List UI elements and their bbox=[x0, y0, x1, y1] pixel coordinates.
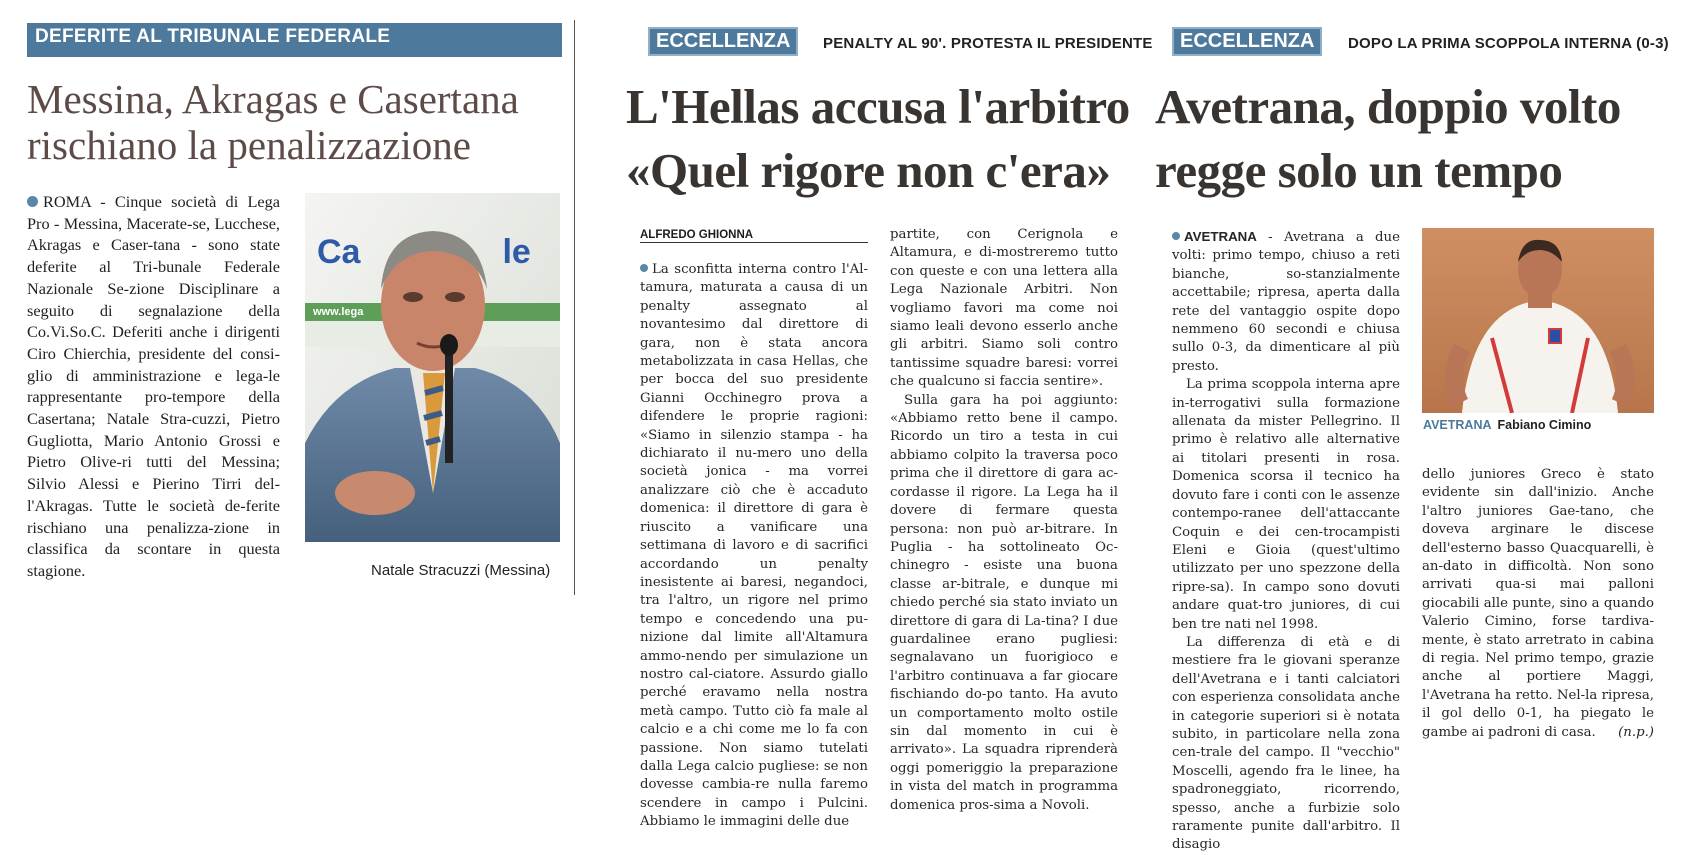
cimino-caption bbox=[1423, 418, 1591, 432]
right-headline bbox=[1155, 75, 1621, 203]
middle-kicker: PENALTY AL 90'. PROTESTA IL PRESIDENTE bbox=[823, 35, 1153, 52]
left-body-text: - Cinque società di Lega Pro - Messina, Macerate-se, Lucchese, Akragas e Caser-tana - sono state deferite al Tri-bunale Federale Nazionale Se-zione Disciplinare a seguito di segnalazione della Co.Vi.So.C. Deferiti anche i dirigenti Ciro Chierchia, presidente del consi-glio di amministrazione e lega-le rappresentante pro-tempore della Casertana; Natale Stra-cuzzi, Pietro Gugliotta, Mario Antonio Grossi e Pietro Olive-ri tutti del Messina; Silvio Alessi e Pierino Tirri del-l'Akragas. Tutte le società de-ferite rischiano una penalizza-zione in classifica da scontare in questa stagione. bbox=[27, 192, 280, 580]
right-column-1-para-1-text: - Avetrana a due volti: primo tempo, chiuso a reti bianche, so-stanzialmente accettabile; ripresa, aperta dalla rete del vantaggio ospite dopo nemmeno 60 secondi e chiusa sullo 0-3, da dimenticare al più presto. bbox=[1172, 230, 1400, 374]
right-kicker: DOPO LA PRIMA SCOPPOLA INTERNA (0-3) bbox=[1348, 35, 1669, 52]
middle-section-tag: ECCELLENZA bbox=[648, 27, 798, 56]
left-headline-line-1: Messina, Akragas e Casertana bbox=[27, 76, 519, 122]
cimino-caption-name: Fabiano Cimino bbox=[1497, 418, 1592, 432]
bullet-dot bbox=[640, 264, 648, 272]
right-column-2-text: dello juniores Greco è stato evidente sin dall'inizio. Anche l'altro juniores Gae-tano, che doveva arginare le discese dell'esterno basso Quacquarelli, è an-dato in difficoltà. Non sono arrivati qua-si mai palloni giocabili alle punte, sino a quando Valerio Cimino, forse tardiva-mente, è stato arretrato in cabina di regia. Nel primo tempo, grazie anche al portiere Maggi, l'Avetrana ha retto. Nel-la ripresa, il gol dello 0-1, ha piegato le gambe ai padroni di casa. bbox=[1422, 467, 1654, 740]
sponsor-sign-text: Ca bbox=[317, 233, 361, 271]
stracuzzi-caption: Natale Stracuzzi (Messina) bbox=[371, 562, 551, 579]
right-dateline: AVETRANA bbox=[1184, 229, 1257, 244]
cimino-photo-illustration bbox=[1422, 228, 1654, 413]
cimino-photo bbox=[1422, 228, 1654, 413]
middle-column-2-para-1: partite, con Cerignola e Altamura, e di-mostreremo tutto con queste e con una lettera alla Lega Nazionale Arbitri. Non vogliamo favori ma come noi siamo leali devono esserlo anche gli arbitri. Siamo soli contro tantissime squadre baresi: vorrei che qualcuno si faccia sentire». bbox=[890, 227, 1118, 390]
left-article-body bbox=[27, 191, 280, 582]
bullet-dot bbox=[27, 196, 38, 207]
right-column-1-para-1 bbox=[1172, 228, 1400, 376]
sponsor-url: www.lega bbox=[313, 306, 364, 318]
left-dateline: ROMA bbox=[43, 192, 91, 211]
left-headline-line-2: rischiano la penalizzazione bbox=[27, 122, 471, 168]
right-column-1 bbox=[1172, 228, 1400, 855]
kicker-text: DEFERITE AL TRIBUNALE FEDERALE bbox=[35, 26, 391, 47]
right-section-tag: ECCELLENZA bbox=[1172, 27, 1322, 56]
author-signature: (n.p.) bbox=[1618, 724, 1654, 740]
cimino-caption-label: AVETRANA bbox=[1423, 418, 1492, 432]
byline: ALFREDO GHIONNA bbox=[640, 229, 868, 243]
middle-column-2 bbox=[890, 226, 1118, 815]
right-column-1-para-3: La differenza di età e di mestiere fra le giovani speranze dell'Avetrana e i tanti calciatori con esperienza consolidata anche in categorie superiori si è notata subito, in particolare nella zona cen-trale del campo. Il "vecchio" Moscelli, agendo fra le linee, ha spadroneggiato, ricorrendo, spesso, anche a furbizie solo raramente punite dall'arbitro. Il disagio bbox=[1172, 634, 1400, 853]
middle-headline bbox=[626, 75, 1130, 203]
column-divider bbox=[574, 20, 575, 595]
bullet-dot bbox=[1172, 232, 1180, 240]
middle-column-1-text: La sconfitta interna contro l'Al-tamura, maturata a causa di un penalty assegnato al novantesimo dal direttore di gara, non è stata ancora metabolizzata in casa Hellas, che per bocca del suo presidente Gianni Occhinegro prova a difendere le proprie ragioni: «Siamo in silenzio stampa - ha dichiarato il nu-mero uno della società jonica - ma vorrei analizzare ciò che è accaduto domenica: il direttore di gara è riuscito a vanificare una settimana di lavoro e di sacrifici accordando un penalty inesistente ai baresi, negandoci, tra l'altro, un rigore nel primo tempo e concedendo una pu-nizione dal limite all'Altamura ammo-nendo per simulazione un nostro cal-ciatore. Assurdo giallo perché eravamo nella nostra metà campo. Tutto ciò fa male al calcio e a chi come me lo fa con passione. Non siamo tutelati dalla Lega calcio pugliese: se non dovesse cambia-re nulla faremo scendere in campo i Pulcini. Abbiamo le immagini delle due bbox=[640, 262, 868, 830]
sponsor-sign bbox=[317, 233, 531, 272]
middle-headline-line-1: L'Hellas accusa l'arbitro bbox=[626, 79, 1130, 134]
sponsor-sign-text-2: le bbox=[502, 233, 531, 271]
middle-column-1 bbox=[640, 261, 868, 832]
right-column-1-para-2: La prima scoppola interna apre in-terrogativi sulla formazione allenata da mister Pellegrino. Il primo è relativo alle alternative ai titolari presenti in rosa. Domenica scorsa il tecnico ha dovuto fare i conti con le assenze contempo-ranee dell'attaccante Coquin e dei cen-trocampisti Eleni e Gioia (quest'ultimo utilizzato per uno spezzone della ripre-sa). In campo sono dovuti andare quat-tro juniores, di cui ben tre nati nel 1998. bbox=[1172, 377, 1400, 632]
right-headline-line-2: regge solo un tempo bbox=[1155, 143, 1563, 198]
right-headline-line-1: Avetrana, doppio volto bbox=[1155, 79, 1621, 134]
left-headline bbox=[27, 76, 567, 168]
stracuzzi-photo bbox=[305, 193, 560, 542]
middle-column-2-para-2: Sulla gara ha poi aggiunto: «Abbiamo retto bene il campo. Ricordo un tiro a testa in cui abbiamo colpito la traversa poco prima che il direttore di gara ac-cordasse il rigore. La Lega ha il dovere di fermare questa persona: non può ar-bitrare. In Puglia - ha sottolineato Oc-chinegro - esiste una buona classe ar-bitrale, e dunque mi chiedo perché sia stato inviato un direttore di gara di La-tina? I due guardalinee erano pugliesi: segnalavano un fuorigioco e l'arbitro continuava a far giocare fischiando do-po tanto. Ha avuto un comportamento molto ostile sin dal momento in cui è arrivato». La squadra riprenderà oggi pomeriggio la preparazione in vista del match in programma domenica pros-sima a Novoli. bbox=[890, 392, 1118, 813]
right-column-2 bbox=[1422, 466, 1654, 742]
middle-headline-line-2: «Quel rigore non c'era» bbox=[626, 143, 1111, 198]
kicker-bar-deferite bbox=[27, 23, 562, 57]
